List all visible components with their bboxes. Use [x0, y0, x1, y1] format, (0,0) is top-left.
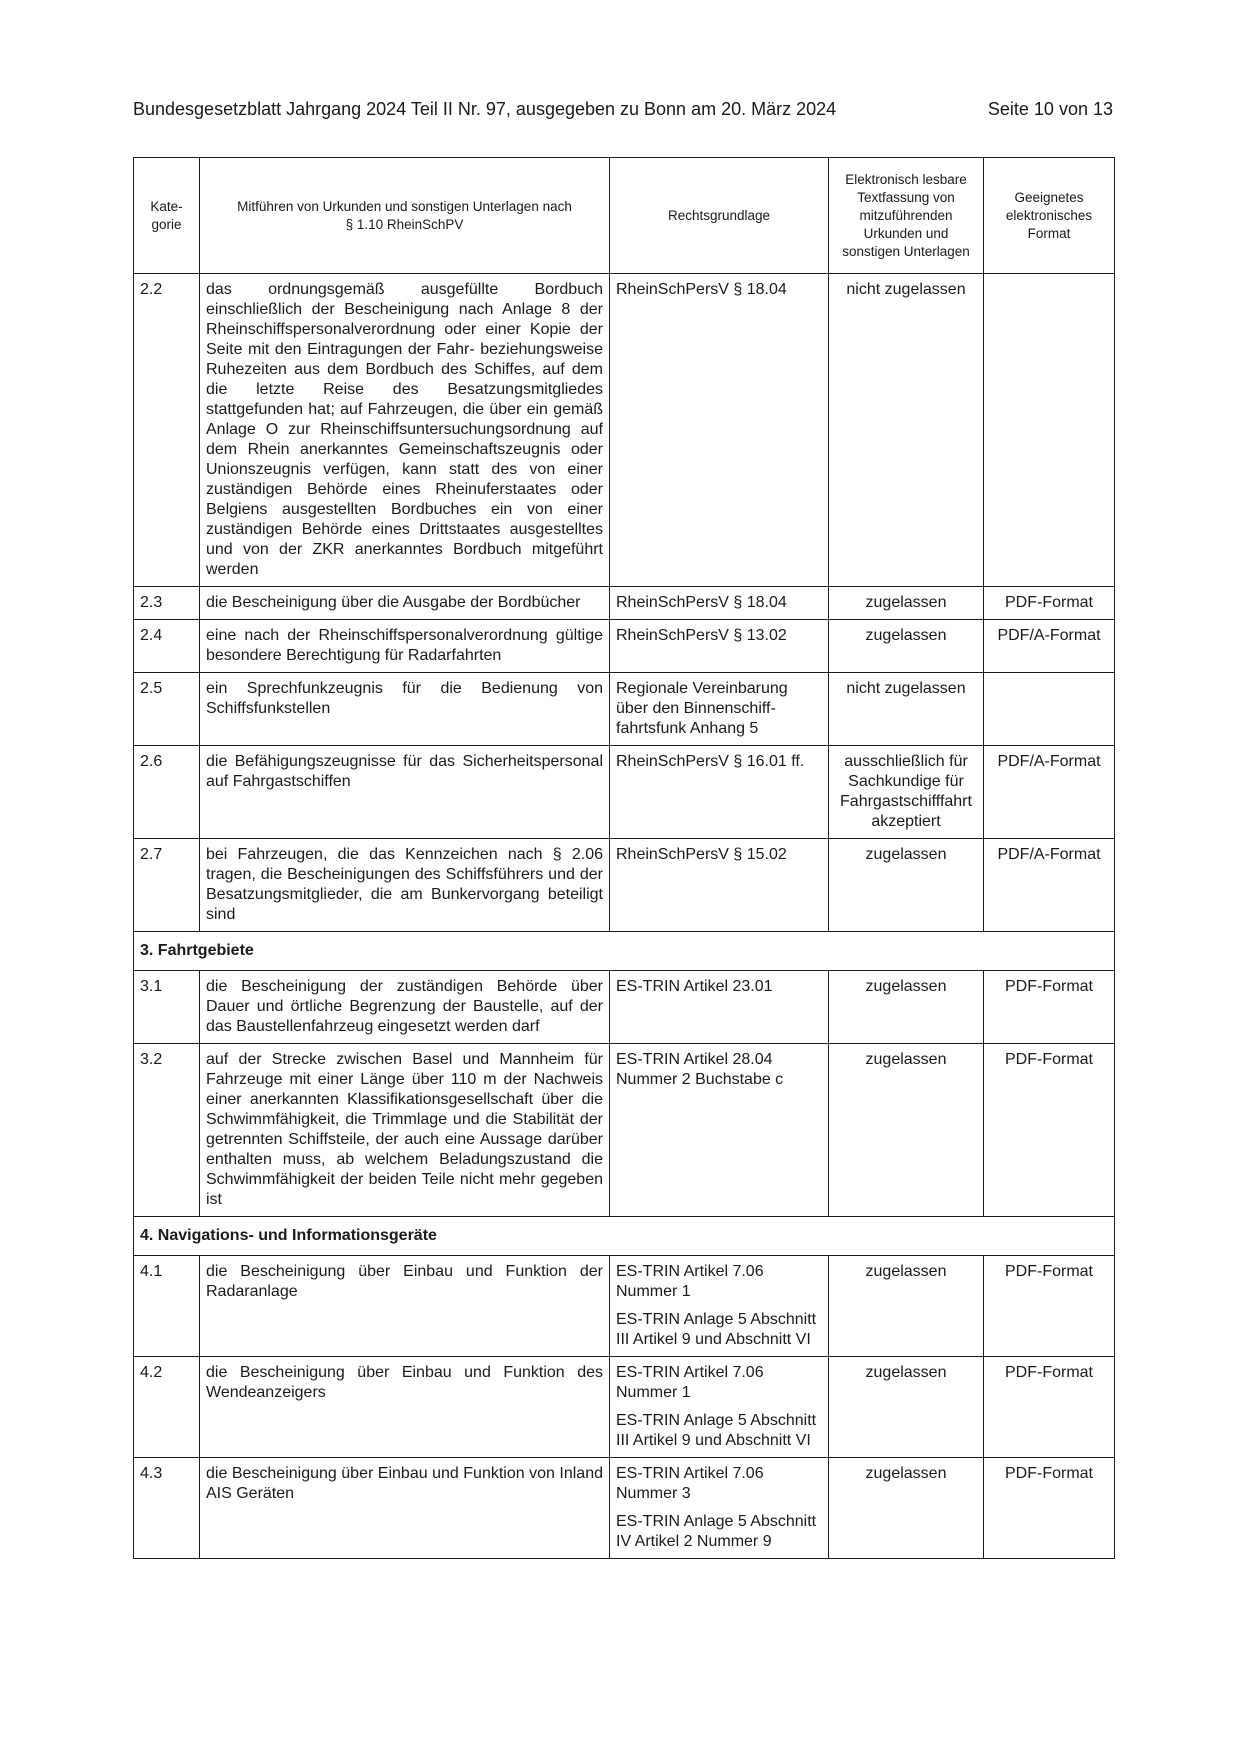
- section-row: [134, 1217, 1115, 1256]
- row-legal-basis: RheinSchPersV § 15.02: [610, 839, 829, 932]
- row-description: die Bescheinigung über Einbau und Funktion der Radaranlage: [200, 1256, 610, 1357]
- row-description: auf der Strecke zwischen Basel und Mannheim für Fahrzeuge mit einer Länge über 110 m der Nachweis einer anerkannten Klassifikationsgesellschaft über die Schwimmfähigkeit, die Trimmlage und die Stabilität der getrennten Schiffsteile, der auch eine Aussage darüber enthalten muss, ab welchem Beladungszustand die Schwimmfähigkeit der beiden Teile nicht mehr gegeben ist: [200, 1044, 610, 1217]
- table-row: [134, 1357, 1115, 1458]
- row-legal-basis: Regionale Vereinbarung über den Binnenschiff-fahrtsfunk Anhang 5: [610, 673, 829, 746]
- row-legal-basis: [610, 1357, 829, 1458]
- table-row: [134, 673, 1115, 746]
- row-electronic-text: zugelassen: [829, 1357, 984, 1458]
- legal-basis-item: ES-TRIN Artikel 7.06 Nummer 1: [616, 1364, 764, 1401]
- row-description: die Bescheinigung über Einbau und Funktion von Inland AIS Geräten: [200, 1458, 610, 1559]
- row-category: 2.2: [134, 274, 200, 587]
- row-legal-basis: RheinSchPersV § 18.04: [610, 587, 829, 620]
- legal-basis-item: ES-TRIN Anlage 5 Abschnitt III Artikel 9 und Abschnitt VI: [616, 1412, 817, 1449]
- legal-basis-item: ES-TRIN Artikel 7.06 Nummer 3: [616, 1465, 764, 1502]
- table-header-row: [134, 158, 1115, 274]
- row-description: die Bescheinigung der zuständigen Behörde über Dauer und örtliche Begrenzung der Baustelle, auf der das Baustellenfahrzeug eingesetzt werden darf: [200, 971, 610, 1044]
- row-legal-basis: RheinSchPersV § 16.01 ff.: [610, 746, 829, 839]
- row-category: 4.3: [134, 1458, 200, 1559]
- row-category: 2.6: [134, 746, 200, 839]
- col-mitfuehren: Mitführen von Urkunden und sonstigen Unterlagen nach § 1.10 RheinSchPV: [200, 158, 610, 274]
- documents-table: [133, 157, 1115, 1559]
- row-electronic-text: zugelassen: [829, 839, 984, 932]
- row-legal-basis: RheinSchPersV § 13.02: [610, 620, 829, 673]
- row-legal-basis: [610, 1458, 829, 1559]
- col-kategorie: Kate- gorie: [134, 158, 200, 274]
- row-format: [984, 274, 1115, 587]
- row-legal-basis: RheinSchPersV § 18.04: [610, 274, 829, 587]
- page-header: [133, 98, 1113, 120]
- table-row: [134, 746, 1115, 839]
- row-format: [984, 673, 1115, 746]
- row-format: PDF-Format: [984, 971, 1115, 1044]
- row-category: 2.4: [134, 620, 200, 673]
- row-description: die Bescheinigung über die Ausgabe der Bordbücher: [200, 587, 610, 620]
- row-category: 2.5: [134, 673, 200, 746]
- row-description: ein Sprechfunkzeugnis für die Bedienung von Schiffsfunkstellen: [200, 673, 610, 746]
- row-format: PDF/A-Format: [984, 746, 1115, 839]
- row-electronic-text: nicht zugelassen: [829, 673, 984, 746]
- col-rechtsgrundlage: Rechtsgrundlage: [610, 158, 829, 274]
- table-row: [134, 620, 1115, 673]
- section-heading-navigation: 4. Navigations- und Informationsgeräte: [134, 1217, 1115, 1256]
- row-description: die Bescheinigung über Einbau und Funktion des Wendeanzeigers: [200, 1357, 610, 1458]
- legal-basis-item: ES-TRIN Anlage 5 Abschnitt III Artikel 9 und Abschnitt VI: [616, 1311, 817, 1348]
- row-electronic-text: nicht zugelassen: [829, 274, 984, 587]
- section-heading-fahrtgebiete: 3. Fahrtgebiete: [134, 932, 1115, 971]
- table-row: [134, 587, 1115, 620]
- row-electronic-text: zugelassen: [829, 971, 984, 1044]
- legal-basis-item: ES-TRIN Anlage 5 Abschnitt IV Artikel 2 Nummer 9: [616, 1513, 817, 1550]
- table-row: [134, 971, 1115, 1044]
- row-electronic-text: zugelassen: [829, 1044, 984, 1217]
- row-category: 2.7: [134, 839, 200, 932]
- row-format: PDF-Format: [984, 587, 1115, 620]
- row-electronic-text: zugelassen: [829, 620, 984, 673]
- row-electronic-text: zugelassen: [829, 1458, 984, 1559]
- table-row: [134, 1256, 1115, 1357]
- row-format: PDF/A-Format: [984, 620, 1115, 673]
- row-legal-basis: [610, 1256, 829, 1357]
- legal-basis-item: ES-TRIN Artikel 7.06 Nummer 1: [616, 1263, 764, 1300]
- col-textfassung: Elektronisch lesbare Textfassung von mitzuführenden Urkunden und sonstigen Unterlagen: [829, 158, 984, 274]
- row-format: PDF-Format: [984, 1357, 1115, 1458]
- col-format: Geeignetes elektronisches Format: [984, 158, 1115, 274]
- row-category: 3.2: [134, 1044, 200, 1217]
- row-electronic-text: ausschließlich für Sachkundige für Fahrgastschifffahrt akzeptiert: [829, 746, 984, 839]
- row-description: das ordnungsgemäß ausgefüllte Bordbuch einschließlich der Bescheinigung nach Anlage 8 der Rheinschiffspersonalverordnung oder einer Kopie der Seite mit den Eintragungen der Fahr- beziehungsweise Ruhezeiten aus dem Bordbuch des Schiffes, auf dem die letzte Reise des Besatzungsmitgliedes stattgefunden hat; auf Fahrzeugen, die über ein gemäß Anlage O zur Rheinschiffsuntersuchungsordnung auf dem Rhein anerkanntes Gemeinschaftszeugnis oder Unionszeugnis verfügen, kann statt des von einer zuständigen Behörde eines Rheinuferstaates oder Belgiens ausgestellten Bordbuches ein von einer zuständigen Behörde eines Drittstaates ausgestelltes und von der ZKR anerkanntes Bordbuch mitgeführt werden: [200, 274, 610, 587]
- row-category: 2.3: [134, 587, 200, 620]
- header-title: Bundesgesetzblatt Jahrgang 2024 Teil II Nr. 97, ausgegeben zu Bonn am 20. März 2024: [133, 99, 837, 119]
- row-description: bei Fahrzeugen, die das Kennzeichen nach § 2.06 tragen, die Bescheinigungen des Schiffsführers und der Besatzungsmitglieder, die am Bunkervorgang beteiligt sind: [200, 839, 610, 932]
- row-legal-basis: ES-TRIN Artikel 23.01: [610, 971, 829, 1044]
- table-row: [134, 1458, 1115, 1559]
- table-row: [134, 839, 1115, 932]
- row-description: die Befähigungszeugnisse für das Sicherheitspersonal auf Fahrgastschiffen: [200, 746, 610, 839]
- row-category: 4.1: [134, 1256, 200, 1357]
- row-legal-basis: ES-TRIN Artikel 28.04 Nummer 2 Buchstabe c: [610, 1044, 829, 1217]
- row-category: 3.1: [134, 971, 200, 1044]
- row-description: eine nach der Rheinschiffspersonalverordnung gültige besondere Berechtigung für Radarfahrten: [200, 620, 610, 673]
- row-electronic-text: zugelassen: [829, 587, 984, 620]
- row-electronic-text: zugelassen: [829, 1256, 984, 1357]
- page-number: Seite 10 von 13: [987, 99, 1113, 119]
- row-format: PDF-Format: [984, 1044, 1115, 1217]
- row-format: PDF-Format: [984, 1458, 1115, 1559]
- section-row: [134, 932, 1115, 971]
- table-row: [134, 1044, 1115, 1217]
- row-category: 4.2: [134, 1357, 200, 1458]
- row-format: PDF/A-Format: [984, 839, 1115, 932]
- table-row: [134, 274, 1115, 587]
- row-format: PDF-Format: [984, 1256, 1115, 1357]
